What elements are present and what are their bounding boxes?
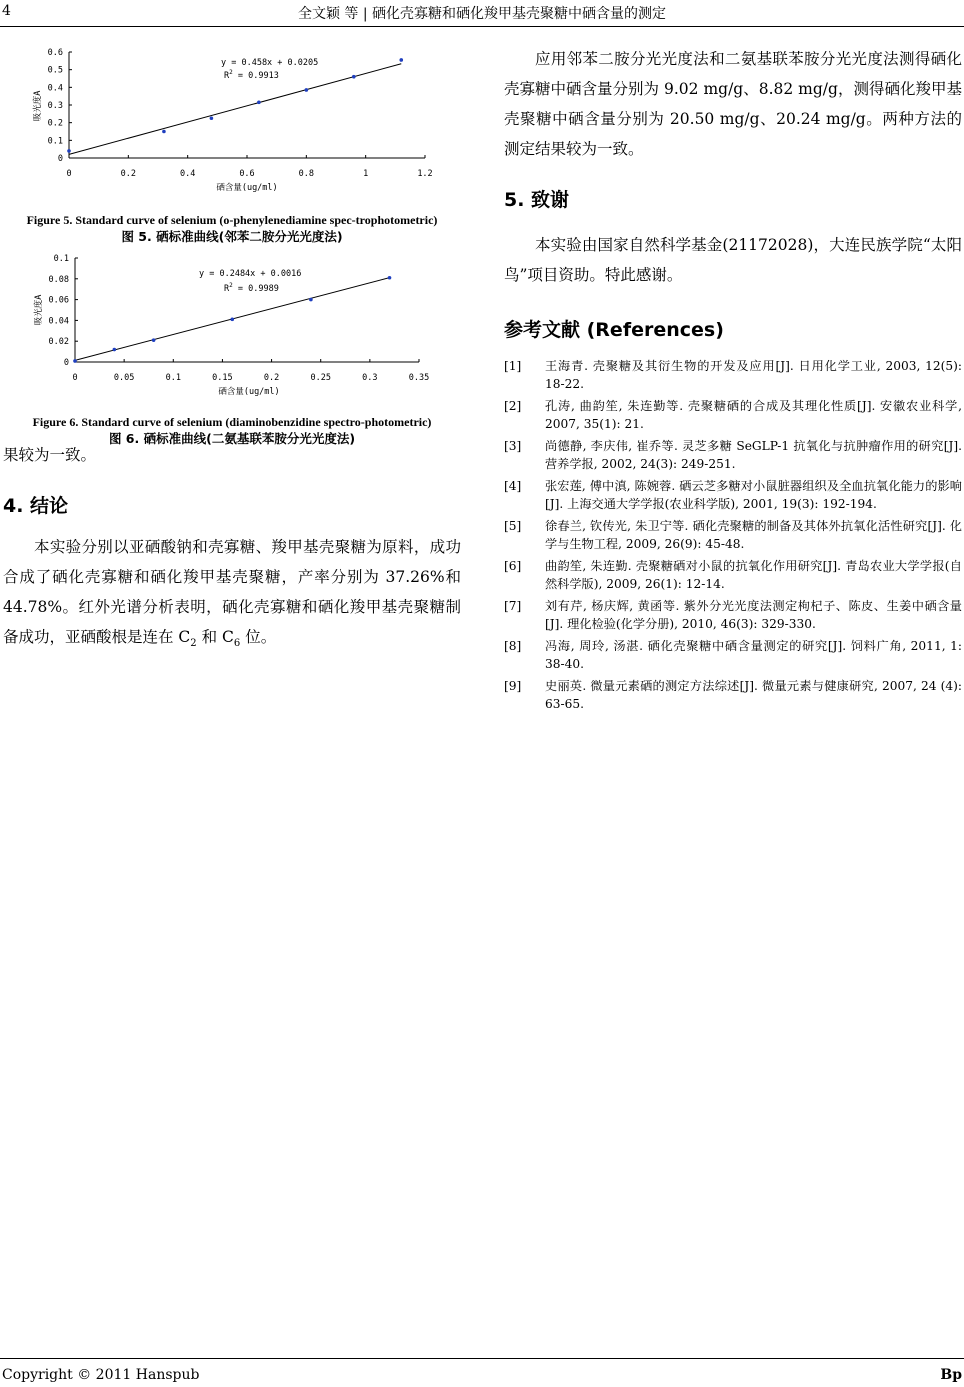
section-4-conjunction: 和 C: [196, 628, 234, 646]
reference-number: [3]: [504, 439, 522, 453]
reference-item: [504, 518, 962, 553]
results-paragraph: 应用邻苯二胺分光光度法和二氨基联苯胺分光光度法测得硒化壳寡糖中硒含量分别为 9.02 mg/g、8.82 mg/g，测得硒化羧甲基壳聚糖中硒含量分别为 20.50 mg/g、20.24 mg/g。两种方法的测定结果较为一致。: [504, 50, 962, 158]
figure-5-caption-zh: 图 5. 硒标准曲线(邻苯二胺分光光度法): [121, 229, 343, 244]
r-squared-value: = 0.9913: [232, 71, 279, 81]
reference-number: [8]: [504, 639, 522, 653]
reference-list: [504, 358, 962, 713]
data-point: [210, 116, 214, 120]
reference-text: 王海青. 壳聚糖及其衍生物的开发及应用[J]. 日用化学工业, 2003, 12(5): 18-22.: [545, 359, 962, 391]
running-title: 全文颖 等 | 硒化壳寡糖和硒化羧甲基壳聚糖中硒含量的测定: [297, 6, 667, 22]
reference-item: [504, 598, 962, 633]
section-4-title: 4. 结论: [3, 495, 69, 517]
r-squared-superscript: 2: [229, 282, 233, 289]
journal-abbreviation: Bp: [940, 1367, 962, 1383]
data-point: [352, 75, 356, 79]
x-tick-label: 0.35: [408, 373, 430, 383]
y-tick-label: 0.02: [48, 337, 69, 348]
x-tick-label: 1.2: [417, 169, 433, 179]
x-tick-label: 0.4: [179, 169, 196, 179]
section-4-paragraph: [3, 532, 461, 659]
x-axis-label: 硒含量(ug/ml): [218, 387, 280, 397]
x-tick-label: 0.2: [120, 169, 137, 179]
section-5-title: 5. 致谢: [504, 189, 570, 211]
reference-item: [504, 438, 962, 473]
reference-number: [6]: [504, 559, 522, 573]
x-tick-label: 0.15: [212, 373, 233, 383]
reference-number: [2]: [504, 399, 522, 413]
references-title: 参考文献 (References): [504, 319, 724, 341]
x-tick-label: 0.8: [298, 169, 315, 179]
reference-text: 尚德静, 李庆伟, 崔乔等. 灵芝多糖 SeGLP-1 抗氧化与抗肿瘤作用的研究[J]. 营养学报, 2002, 24(3): 249-251.: [545, 439, 962, 471]
left-column: [3, 36, 461, 659]
reference-item: [504, 558, 962, 593]
y-axis-label: 吸光度A: [33, 90, 43, 122]
x-tick-label: 0: [66, 169, 72, 179]
x-tick-label: 0.05: [113, 373, 135, 383]
regression-equation: y = 0.458x + 0.0205: [221, 58, 319, 68]
reference-number: [4]: [504, 479, 522, 493]
data-point: [67, 149, 71, 153]
figure-5-chart: [3, 36, 461, 208]
y-tick-label: 0.06: [48, 295, 69, 306]
reference-text: 冯海, 周玲, 汤湛. 硒化壳聚糖中硒含量测定的研究[J]. 饲料广角, 2011, 1: 38-40.: [545, 639, 962, 671]
reference-item: [504, 678, 962, 713]
data-point: [162, 130, 166, 134]
reference-text: 刘有芹, 杨庆辉, 黄函等. 紫外分光光度法测定枸杞子、陈皮、生姜中硒含量[J]. 理化检验(化学分册), 2010, 46(3): 329-330.: [545, 599, 962, 631]
r-squared-label: [224, 282, 279, 294]
reference-text: 孔涛, 曲韵笙, 朱连勤等. 壳聚糖硒的合成及其理化性质[J]. 安徽农业科学, 2007, 35(1): 21.: [545, 399, 962, 431]
subscript-6: 6: [233, 638, 241, 650]
reference-item: [504, 398, 962, 433]
reference-number: [7]: [504, 599, 522, 613]
data-point: [399, 58, 403, 62]
y-tick-label: 0.1: [53, 254, 69, 264]
r-squared-label: [224, 69, 279, 81]
y-tick-label: 0.08: [48, 274, 69, 285]
y-tick-label: 0.2: [47, 118, 63, 129]
reference-text: 史丽英. 微量元素硒的测定方法综述[J]. 微量元素与健康研究, 2007, 24 (4): 63-65.: [545, 679, 962, 711]
continuation-paragraph: 果较为一致。: [3, 446, 97, 464]
page-header: [0, 0, 964, 27]
x-tick-label: 1: [363, 169, 369, 179]
figure-5-caption-en: Figure 5. Standard curve of selenium (o-phenylenediamine spec-trophotometric): [26, 213, 438, 227]
x-tick-label: 0.25: [310, 373, 331, 383]
y-axis-label: 吸光度A: [34, 294, 44, 326]
section-4-text: 本实验分别以亚硒酸钠和壳寡糖、羧甲基壳聚糖为原料，成功合成了硒化壳寡糖和硒化羧甲基壳聚糖，产率分别为 37.26%和 44.78%。红外光谱分析表明，硒化壳寡糖和硒化羧甲基壳聚糖制备成功，亚硒酸根是连在 C: [3, 538, 461, 646]
page-footer: [0, 1358, 964, 1387]
y-tick-label: 0: [57, 154, 63, 164]
right-column: [504, 44, 962, 718]
x-axis-label: 硒含量(ug/ml): [216, 183, 278, 193]
y-tick-label: 0.04: [48, 316, 69, 327]
figure-6-caption-zh: 图 6. 硒标准曲线(二氨基联苯胺分光光度法): [108, 431, 356, 446]
figure-6: [3, 250, 461, 446]
data-point: [230, 318, 234, 322]
subscript-2: 2: [190, 638, 197, 650]
y-tick-label: 0: [63, 358, 69, 368]
reference-item: [504, 478, 962, 513]
r-squared-symbol: R: [224, 284, 230, 294]
x-tick-label: 0: [72, 373, 78, 383]
reference-text: 张宏莲, 傅中滇, 陈婉蓉. 硒云芝多糖对小鼠脏器组织及全血抗氧化能力的影响[J]. 上海交通大学学报(农业科学版), 2001, 19(3): 192-194.: [545, 479, 962, 511]
regression-equation: y = 0.2484x + 0.0016: [199, 269, 302, 279]
r-squared-symbol: R: [224, 71, 230, 81]
data-point: [257, 101, 261, 105]
figure-6-chart: [3, 250, 461, 410]
page-number: 4: [2, 3, 11, 19]
x-tick-label: 0.1: [165, 373, 181, 383]
reference-text: 徐春兰, 钦传光, 朱卫宁等. 硒化壳聚糖的制备及其体外抗氧化活性研究[J]. 化学与生物工程, 2009, 26(9): 45-48.: [545, 519, 962, 551]
acknowledgement-paragraph: 本实验由国家自然科学基金(21172028)，大连民族学院“太阳鸟”项目资助。特此感谢。: [504, 236, 962, 284]
y-tick-label: 0.3: [47, 101, 63, 111]
figure-6-caption-en: Figure 6. Standard curve of selenium (diaminobenzidine spectro-photometric): [32, 415, 432, 429]
x-tick-label: 0.3: [362, 373, 378, 383]
r-squared-superscript: 2: [229, 69, 233, 76]
reference-number: [1]: [504, 359, 522, 373]
data-point: [309, 298, 313, 302]
y-tick-label: 0.5: [47, 65, 63, 76]
reference-text: 曲韵笙, 朱连勤. 壳聚糖硒对小鼠的抗氧化作用研究[J]. 青岛农业大学学报(自然科学版), 2009, 26(1): 12-14.: [545, 559, 962, 591]
figure-5: [3, 36, 461, 244]
data-point: [305, 88, 309, 92]
reference-item: [504, 358, 962, 393]
data-point: [73, 359, 77, 363]
x-tick-label: 0.2: [263, 373, 280, 383]
x-tick-label: 0.6: [239, 169, 255, 179]
copyright-notice: Copyright © 2011 Hanspub: [2, 1367, 200, 1383]
reference-item: [504, 638, 962, 673]
data-point: [113, 348, 117, 352]
section-4-text-end: 位。: [240, 628, 277, 646]
data-point: [152, 338, 156, 342]
reference-number: [5]: [504, 519, 522, 533]
reference-number: [9]: [504, 679, 522, 693]
data-point: [388, 276, 392, 280]
y-tick-label: 0.6: [47, 48, 63, 58]
r-squared-value: = 0.9989: [232, 284, 279, 294]
y-tick-label: 0.1: [47, 136, 63, 147]
y-tick-label: 0.4: [47, 83, 63, 94]
